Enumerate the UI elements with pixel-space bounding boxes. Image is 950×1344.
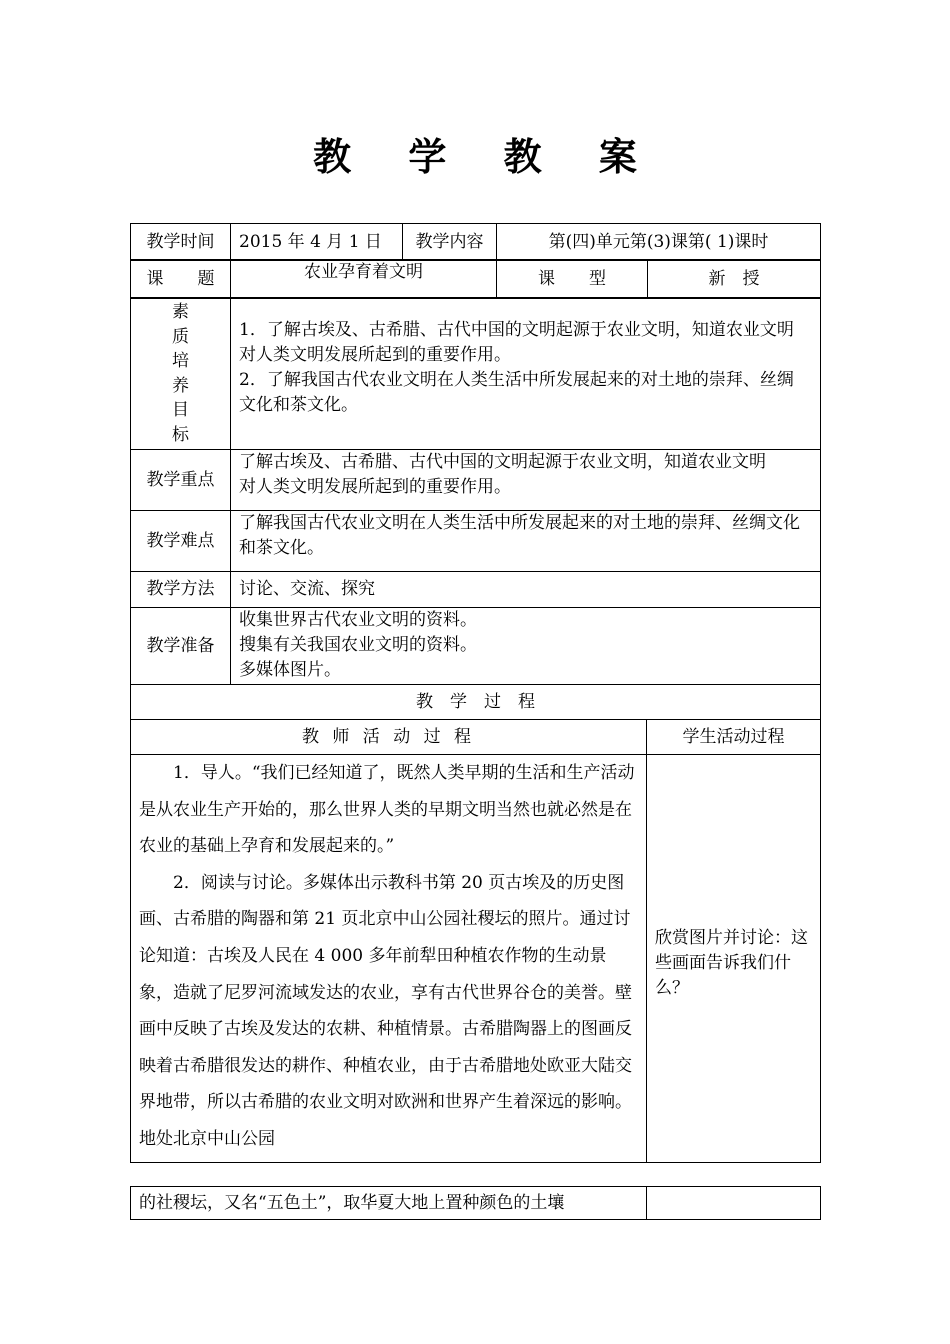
- goals-label-char: 养: [172, 375, 189, 396]
- goals-label: [131, 298, 231, 450]
- key-points-text: 了解古埃及、古希腊、古代中国的文明起源于农业文明，知道农业文明对人类文明发展所起到的重要作用。: [231, 450, 821, 511]
- goals-label-char: 素: [172, 302, 189, 322]
- goal-line: 2．了解我国古代农业文明在人类生活中所发展起来的对土地的崇拜、丝绸文化和茶文化。: [239, 370, 794, 415]
- key-points-label: 教学重点: [131, 450, 231, 511]
- goal-line: 1．了解古埃及、古希腊、古代中国的文明起源于农业文明，知道农业文明对人类文明发展所起到的重要作用。: [239, 320, 794, 365]
- goals-label-char: 培: [172, 351, 189, 371]
- lesson-plan-table: [130, 223, 821, 261]
- continuation-text: 的社稷坛，又名“五色土”，取华夏大地上置种颜色的土壤: [131, 1187, 647, 1220]
- teacher-paragraph: 2．阅读与讨论。多媒体出示教科书第 20 页古埃及的历史图画、古希腊的陶器和第 21 页北京中山公园社稷坛的照片。通过讨论知道：古埃及人民在 4 000 多年前犁田种植农作物的生动景象，造就了尼罗河流域发达的农业，享有古代世界谷仓的美誉。壁画中反映了古埃及发达的农耕、种植情景。古希腊陶器上的图画反映着古希腊很发达的耕作、种植农业，由于古希腊地处欧亚大陆交界地带，所以古希腊的农业文明对欧洲和世界产生着深远的影响。地处北京中山公园: [139, 872, 632, 1149]
- process-heading: 教 学 过 程: [131, 685, 821, 720]
- student-activity: 欣赏图片并讨论：这些画面告诉我们什么？: [647, 755, 821, 1163]
- preparation-line: 收集世界古代农业文明的资料。: [239, 610, 477, 630]
- topic-table: [130, 259, 821, 299]
- topic-label: 课 题: [131, 260, 231, 299]
- student-heading: 学生活动过程: [647, 720, 821, 755]
- method-text: 讨论、交流、探究: [231, 572, 821, 608]
- goals-label-char: 目: [172, 400, 189, 420]
- page-title: 教 学 教 案: [313, 134, 659, 179]
- difficulties-text: 了解我国古代农业文明在人类生活中所发展起来的对土地的崇拜、丝绸文化和茶文化。: [231, 511, 821, 572]
- difficulties-label: 教学难点: [131, 511, 231, 572]
- type-value: 新 授: [648, 260, 821, 299]
- preparation-text: [231, 608, 821, 685]
- teacher-activity: [131, 755, 647, 1163]
- teacher-paragraph: 1．导人。“我们已经知道了，既然人类早期的生活和生产活动是从农业生产开始的，那么世界人类的早期文明当然也就必然是在农业的基础上孕育和发展起来的。”: [139, 763, 635, 857]
- preparation-line: 多媒体图片。: [239, 660, 341, 680]
- method-label: 教学方法: [131, 572, 231, 608]
- content-value: 第(四)单元第(3)课第( 1)课时: [497, 224, 821, 261]
- teacher-heading: 教 师 活 动 过 程: [131, 720, 647, 755]
- details-table: [130, 297, 821, 685]
- process-table: [130, 684, 821, 1163]
- preparation-line: 搜集有关我国农业文明的资料。: [239, 635, 477, 655]
- goals-label-char: 质: [172, 326, 189, 347]
- content-label: 教学内容: [403, 224, 497, 261]
- continuation-student: [647, 1187, 821, 1220]
- topic-value: 农业孕育着文明: [231, 260, 497, 299]
- preparation-label: 教学准备: [131, 608, 231, 685]
- goals-label-char: 标: [172, 424, 189, 445]
- goals-text: [231, 298, 821, 450]
- continuation-table: [130, 1186, 821, 1220]
- time-label: 教学时间: [131, 224, 231, 261]
- type-label: 课 型: [497, 260, 648, 299]
- time-value: 2015 年 4 月 1 日: [231, 224, 403, 261]
